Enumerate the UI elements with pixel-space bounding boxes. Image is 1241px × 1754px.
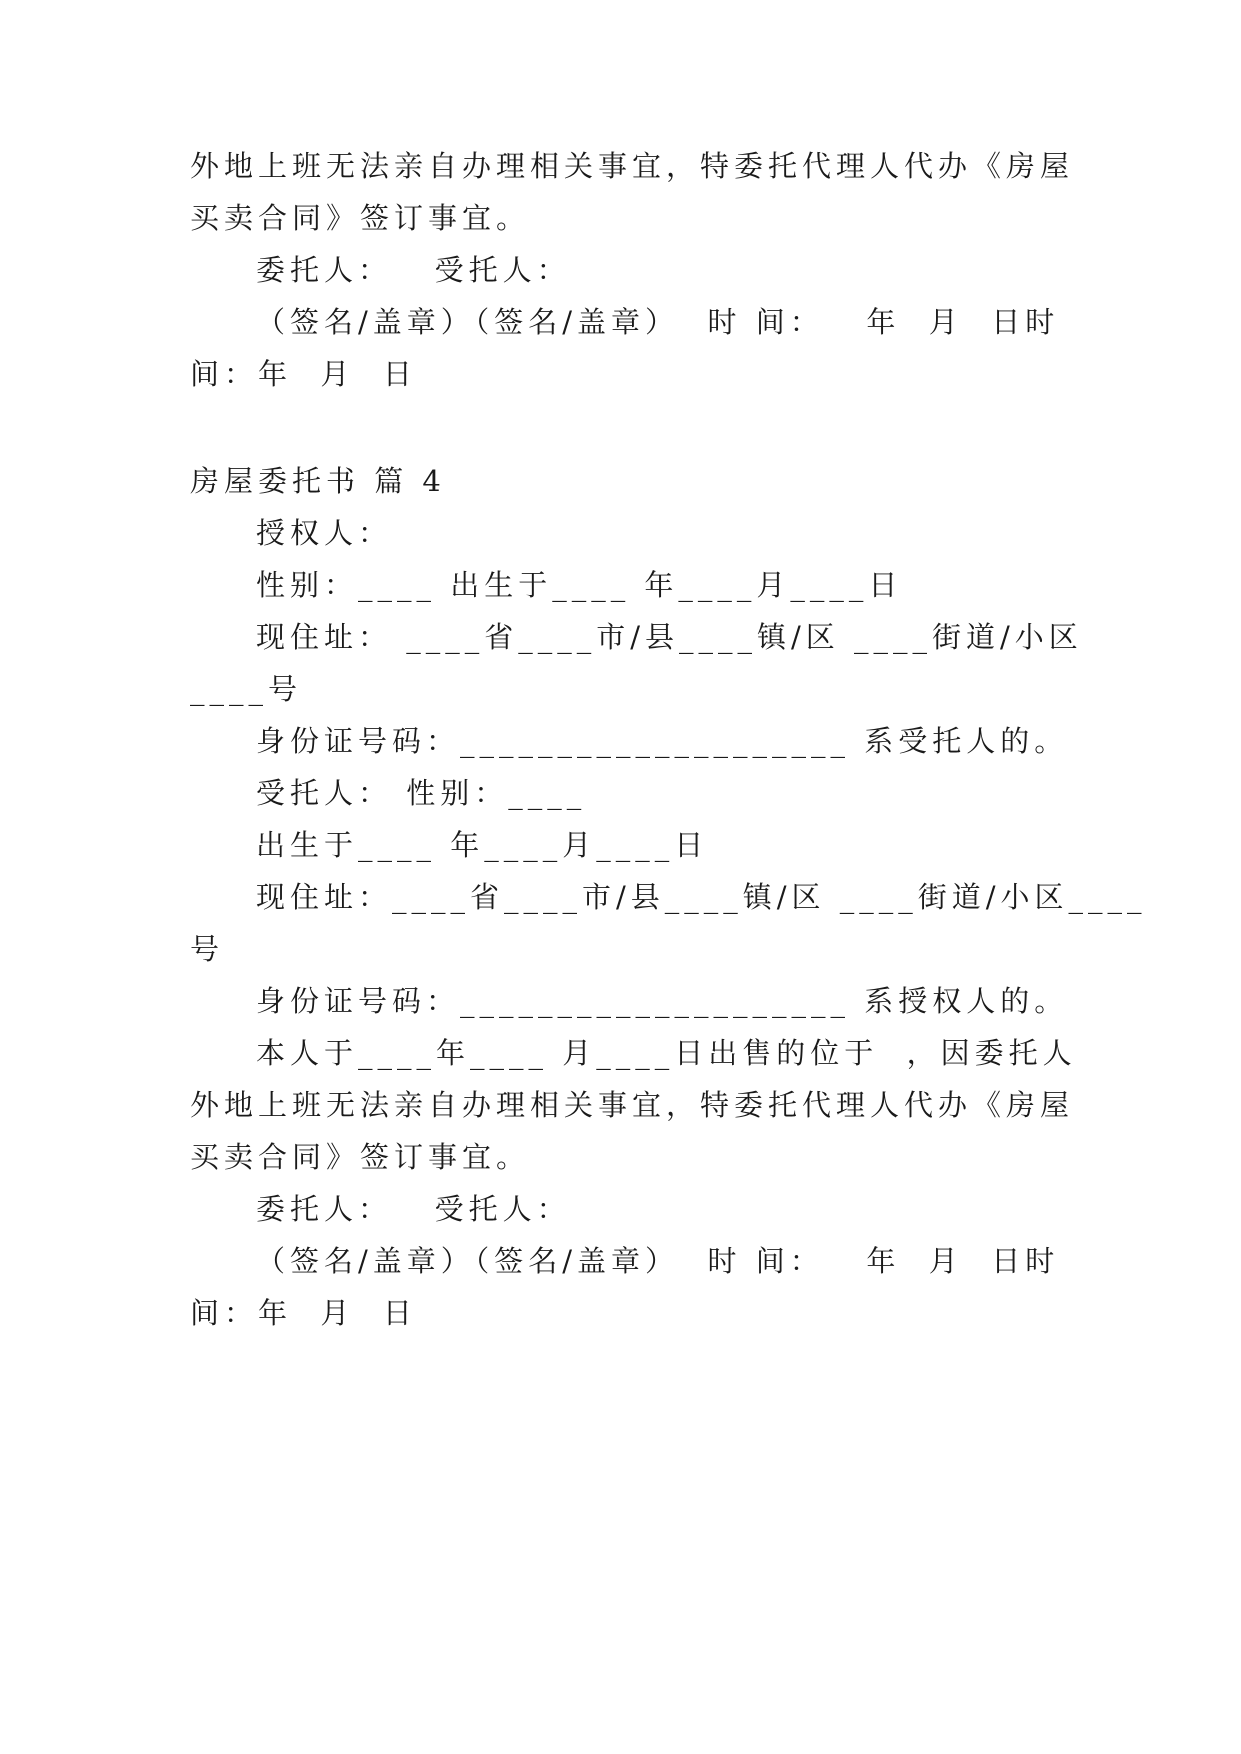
trustee-id-line: 身份证号码：____________________ 系授权人的。 bbox=[256, 984, 1069, 1018]
reason-continued-line-1: 外地上班无法亲自办理相关事宜，特委托代理人代办《房屋 bbox=[190, 149, 1075, 183]
signature-date-line-1: （签名/盖章）（签名/盖章） 时 间： 年 月 日时 bbox=[256, 305, 1060, 339]
grantor-gender-birth: 性别：____ 出生于____ 年____月____日 bbox=[256, 568, 903, 602]
grantor-address-line-2: ____号 bbox=[190, 672, 303, 706]
signature-date-line-3: （签名/盖章）（签名/盖章） 时 间： 年 月 日时 bbox=[256, 1244, 1060, 1278]
signature-date-line-2: 间：年 月 日 bbox=[190, 357, 417, 391]
sale-line-3: 买卖合同》签订事宜。 bbox=[190, 1140, 531, 1174]
grantor-address-line-1: 现住址： ____省____市/县____镇/区 ____街道/小区 bbox=[256, 620, 1083, 654]
grantor-id-line: 身份证号码：____________________ 系受托人的。 bbox=[256, 724, 1069, 758]
trustee-address-line-1: 现住址：____省____市/县____镇/区 ____街道/小区____ bbox=[256, 880, 1147, 914]
grantor-label: 授权人： bbox=[256, 516, 393, 550]
signers-line-2: 委托人： 受托人： bbox=[256, 1192, 571, 1226]
signature-date-line-4: 间：年 月 日 bbox=[190, 1296, 417, 1330]
trustee-birth-line: 出生于____ 年____月____日 bbox=[256, 828, 709, 862]
trustee-gender-line: 受托人： 性别：____ bbox=[256, 776, 587, 810]
trustee-address-line-2: 号 bbox=[190, 932, 225, 966]
reason-continued-line-2: 买卖合同》签订事宜。 bbox=[190, 201, 531, 235]
sale-line-2: 外地上班无法亲自办理相关事宜，特委托代理人代办《房屋 bbox=[190, 1088, 1075, 1122]
signers-line: 委托人： 受托人： bbox=[256, 253, 571, 287]
section-title: 房屋委托书 篇 4 bbox=[190, 464, 446, 498]
sale-line-1: 本人于____年____ 月____日出售的位于 ，因委托人 bbox=[256, 1036, 1077, 1070]
